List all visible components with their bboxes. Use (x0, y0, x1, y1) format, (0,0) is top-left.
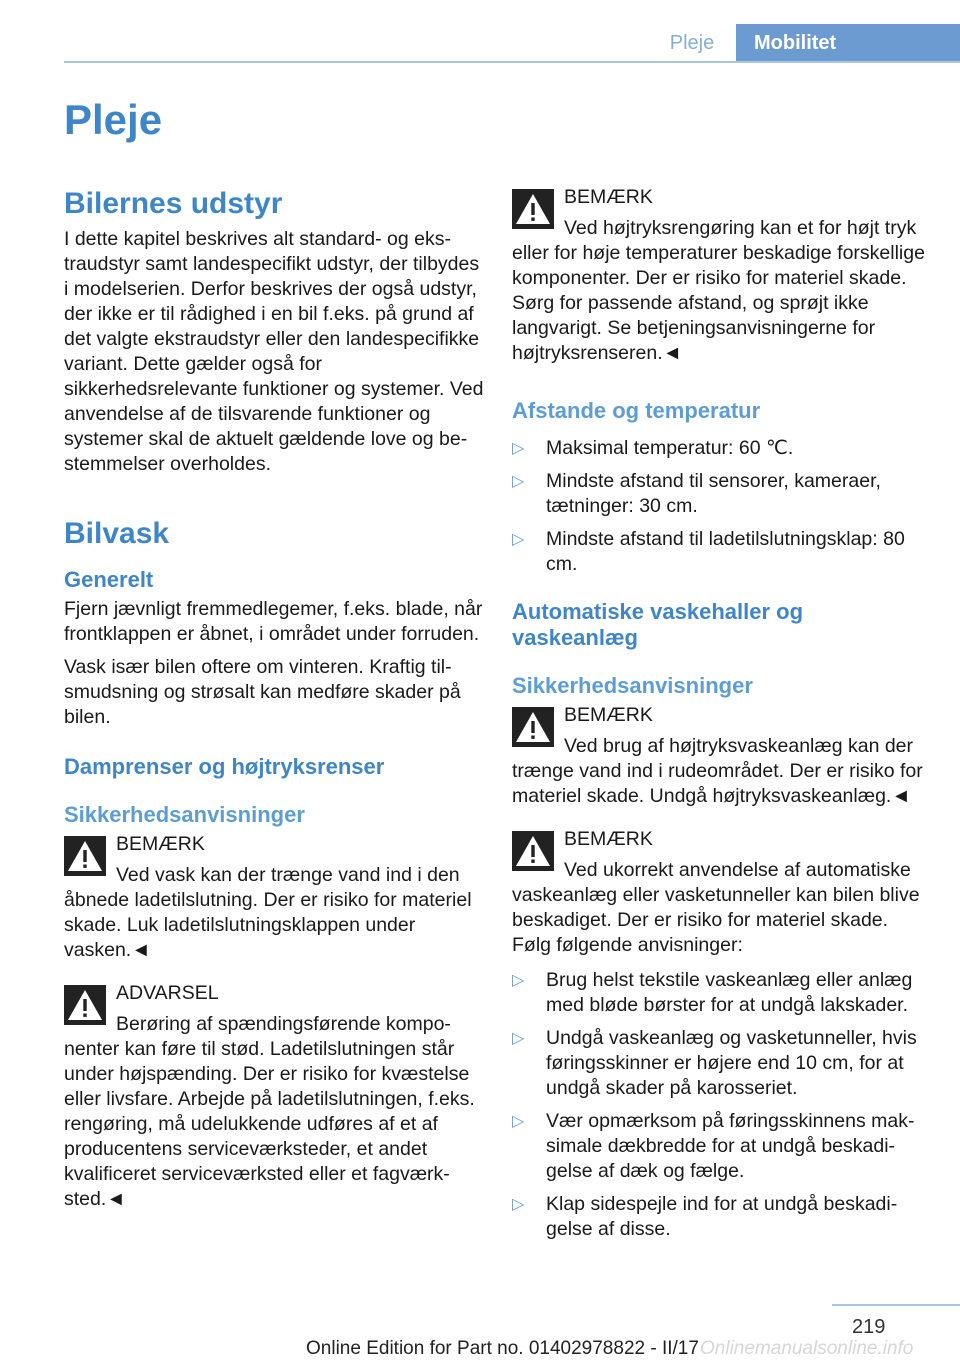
subheading-sikkerhedsanvisninger: Sikkerhedsanvisninger (512, 673, 753, 698)
notice-label: ADVARSEL (116, 982, 219, 1004)
edition-footer: Online Edition for Part no. 01402978822 - II/17 (306, 1338, 699, 1359)
list-item: ▷ Mindste afstand til sensorer, kameraer, tætninger: 30 cm. (512, 470, 881, 517)
notice-bemaerk-rudeomraade (512, 703, 928, 809)
paragraph-generelt-1: Fjern jævnligt fremmedlegemer, f.eks. blade, når frontklappen er åbnet, i området under forruden. (64, 598, 483, 645)
notice-bemaerk-ladetilslutning (64, 832, 484, 963)
subheading-afstande: Afstande og temperatur (512, 398, 761, 423)
notice-label: BEMÆRK (564, 704, 653, 726)
subheading-damprenser: Damprenser og højtryksrenser (64, 754, 385, 779)
notice-bemaerk-vaskeanlaeg (512, 827, 928, 958)
triangle-bullet-icon: ▷ (512, 1196, 525, 1213)
list-item: ▷ Brug helst tekstile vaskeanlæg eller anlæg med bløde børster for at undgå lakskader. (512, 969, 913, 1016)
page-number: 219 (852, 1316, 886, 1338)
watermark-site: Onlinemanualsonline.info (700, 1338, 914, 1359)
list-item: ▷ Mindste afstand til ladetilslutningsklap: 80 cm. (512, 528, 905, 575)
paragraph-generelt-2: Vask især bilen oftere om vinteren. Kraftig tilsmudsning og strøsalt kan medføre skader på bilen. (64, 656, 461, 728)
warning-triangle-icon (64, 836, 106, 876)
notice-label: BEMÆRK (564, 828, 653, 850)
header-divider (64, 61, 960, 63)
list-item: ▷ Vær opmærksom på føringsskinnens maksimale dækbredde for at undgå beskadigelse af dæk og fælge. (512, 1110, 915, 1182)
notice-text: Ved vask kan der trænge vand ind i den åbnede ladetilslutning. Der er risiko for materiel skade. Luk ladetilslutningsklappen under vasken.◄ (64, 864, 472, 961)
list-afstande (512, 436, 928, 577)
notice-text: Ved brug af højtryksvaskeanlæg kan der trænge vand ind i rudeområdet. Der er risiko for materiel skade. Undgå højtryksvaskeanlæg.◄ (512, 735, 923, 807)
notice-advarsel-hojspaending (64, 981, 484, 1212)
header-bar (0, 24, 960, 62)
triangle-bullet-icon: ▷ (512, 1113, 525, 1130)
triangle-bullet-icon: ▷ (512, 972, 525, 989)
warning-triangle-icon (512, 189, 554, 229)
warning-triangle-icon (64, 985, 106, 1025)
list-item: ▷ Undgå vaskeanlæg og vasketunneller, hvis føringsskinner er højere end 10 cm, for at undgå skader på karosseriet. (512, 1027, 917, 1099)
warning-triangle-icon (512, 831, 554, 871)
notice-bemaerk-hojtryk (512, 185, 928, 366)
subheading-sikkerhedsanvisninger: Sikkerhedsanvisninger (64, 802, 305, 827)
triangle-bullet-icon: ▷ (512, 531, 525, 548)
notice-label: BEMÆRK (564, 186, 653, 208)
subheading-automatiske-vaskehaller: Automatiske vaskehaller og vaskeanlæg (512, 599, 804, 650)
list-item: ▷ Klap sidespejle ind for at undgå beskadigelse af disse. (512, 1193, 898, 1240)
header-tab-pleje[interactable]: Pleje (669, 32, 715, 54)
warning-triangle-icon (512, 707, 554, 747)
notice-text: Ved ukorrekt anvendelse af automatiske vaskeanlæg eller vasketunneller kan bilen blive beskadiget. Der er risiko for materiel skade. Følg følgende anvisninger: (512, 859, 920, 956)
paragraph-udstyr: I dette kapitel beskrives alt standard- og ekstraudstyr samt landespecifikt udstyr, der tilbydes i modelserien. Derfor beskrives der også udstyr, der ikke er til rådighed i en bil f.eks. på grund af det valgte ekstraudstyr eller den landespecifikke variant. Dette gælder også for sikkerhedsrelevante funktioner og systemer. Ved anvendelse af de tilsvarende funktioner og systemer skal de aktuelt gældende love og bestemmelser overholdes. (64, 228, 484, 475)
list-item: ▷ Maksimal temperatur: 60 ℃. (512, 437, 794, 459)
notice-text: Ved højtryksrengøring kan et for højt tryk eller for høje temperaturer beskadige forskellige komponenter. Der er risiko for materiel skade. Sørg for passende afstand, og sprøjt ikke langvarigt. Se betjeningsanvisningerne for højtryksrenseren.◄ (512, 217, 925, 364)
section-heading-bilernes-udstyr: Bilernes udstyr (64, 187, 283, 220)
notice-text: Berøring af spændingsførende komponenter kan føre til stød. Ladetilslutningen står under højspænding. Der er risiko for kvæstelse eller livsfare. Arbejde på ladetilslutningen, f.eks. rengøring, må udelukkende udføres af et af producentens serviceværksteder, et andet kvalificeret serviceværksted eller et fagværksted.◄ (64, 1013, 475, 1210)
triangle-bullet-icon: ▷ (512, 440, 525, 457)
section-heading-bilvask: Bilvask (64, 517, 170, 550)
footer-divider (832, 1304, 960, 1306)
header-tab-mobilitet[interactable]: Mobilitet (736, 24, 960, 62)
subheading-generelt: Generelt (64, 567, 154, 592)
triangle-bullet-icon: ▷ (512, 1030, 525, 1047)
page-title: Pleje (64, 96, 163, 143)
right-column (512, 185, 928, 1252)
triangle-bullet-icon: ▷ (512, 473, 525, 490)
notice-label: BEMÆRK (116, 833, 205, 855)
left-column (64, 185, 484, 1222)
list-vaskeanlaeg (512, 968, 928, 1242)
